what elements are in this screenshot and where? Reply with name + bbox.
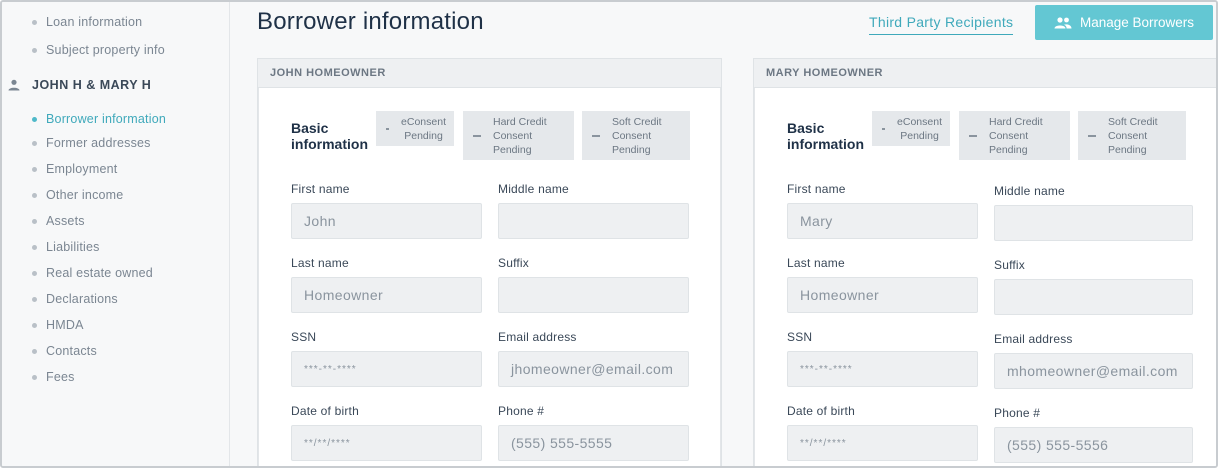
sidebar-item-assets[interactable] [32,214,85,228]
sidebar-item-label: Borrower information [46,112,167,126]
sidebar-item-loan-information[interactable] [32,15,142,29]
sidebar-item-label: Loan information [46,15,143,29]
suffix-label: Suffix [498,256,529,270]
ssn-label: SSN [291,330,317,344]
first-name-field[interactable]: Mary [787,203,978,239]
sidebar-item-label: Assets [46,214,85,228]
sidebar-item-label: Contacts [46,344,97,358]
dash-icon [882,128,885,130]
soft-credit-status-badge [1078,111,1186,160]
phone-field[interactable]: (555) 555-5555 [498,425,689,461]
sidebar-item-other-income[interactable] [32,188,123,202]
sidebar-item-liabilities[interactable] [32,240,100,254]
dob-field[interactable]: **/**/**** [291,425,482,461]
last-name-field[interactable]: Homeowner [787,277,978,313]
bullet-icon [32,219,37,224]
email-field[interactable]: mhomeowner@email.com [994,353,1193,389]
bullet-icon [32,323,37,328]
section-title: Basic information [787,120,864,152]
dash-icon [592,135,600,137]
last-name-label: Last name [291,256,349,270]
sidebar-item-borrower-information[interactable] [32,112,166,126]
sidebar-item-hmda[interactable] [32,318,84,332]
phone-field[interactable]: (555) 555-5556 [994,427,1193,463]
bullet-icon [32,48,37,53]
email-label: Email address [994,332,1073,346]
dob-label: Date of birth [291,404,359,418]
hard-credit-status-badge [463,111,574,160]
email-label: Email address [498,330,577,344]
suffix-field[interactable] [994,279,1193,315]
sidebar-item-real-estate-owned[interactable] [32,266,153,280]
ssn-field[interactable]: ***-**-**** [291,351,482,387]
badge-label: Soft Credit Consent Pending [1108,116,1158,156]
ssn-field[interactable]: ***-**-**** [787,351,978,387]
sidebar-item-label: HMDA [46,318,84,332]
dash-icon [386,128,389,130]
first-name-label: First name [787,182,846,196]
sidebar-item-label: Employment [46,162,118,176]
econsent-status-badge [872,111,950,146]
badge-label: Hard Credit Consent Pending [989,116,1043,156]
sidebar-item-contacts[interactable] [32,344,97,358]
phone-label: Phone # [994,406,1041,420]
bullet-icon [32,117,37,122]
phone-label: Phone # [498,404,545,418]
dash-icon [473,135,481,137]
bullet-icon [32,375,37,380]
borrower-card [257,58,722,468]
people-icon [1054,17,1072,29]
section-title: Basic information [291,120,368,152]
badge-label: Hard Credit Consent Pending [493,116,547,156]
card-header: MARY HOMEOWNER [754,59,1217,88]
econsent-status-badge [376,111,454,146]
first-name-field[interactable]: John [291,203,482,239]
card-header: JOHN HOMEOWNER [258,59,721,88]
sidebar-item-label: Liabilities [46,240,100,254]
email-field[interactable]: jhomeowner@email.com [498,351,689,387]
manage-borrowers-button[interactable] [1035,5,1213,40]
sidebar-item-label: Former addresses [46,136,151,150]
sidebar-item-fees[interactable] [32,370,75,384]
badge-label: Soft Credit Consent Pending [612,116,662,156]
sidebar-item-label: Fees [46,370,75,384]
sidebar-item-former-addresses[interactable] [32,136,151,150]
suffix-field[interactable] [498,277,689,313]
bullet-icon [32,297,37,302]
middle-name-label: Middle name [498,182,569,196]
bullet-icon [32,20,37,25]
sidebar-item-employment[interactable] [32,162,117,176]
manage-borrowers-label: Manage Borrowers [1079,15,1195,30]
bullet-icon [32,193,37,198]
sidebar-item-label: Subject property info [46,43,165,57]
bullet-icon [32,167,37,172]
third-party-recipients-link[interactable]: Third Party Recipients [869,14,1013,35]
sidebar-item-declarations[interactable] [32,292,118,306]
middle-name-field[interactable] [994,205,1193,241]
badge-label: eConsent Pending [897,116,942,142]
hard-credit-status-badge [959,111,1070,160]
person-icon [8,79,20,91]
card-body [258,88,721,468]
dob-label: Date of birth [787,404,855,418]
sidebar-item-label: Declarations [46,292,118,306]
ssn-label: SSN [787,330,813,344]
middle-name-label: Middle name [994,184,1065,198]
bullet-icon [32,245,37,250]
last-name-field[interactable]: Homeowner [291,277,482,313]
borrower-card [753,58,1218,468]
sidebar [2,2,230,468]
dash-icon [1088,135,1096,137]
page-title: Borrower information [257,8,484,35]
first-name-label: First name [291,182,350,196]
bullet-icon [32,349,37,354]
sidebar-item-label: Other income [46,188,124,202]
dash-icon [969,135,977,137]
soft-credit-status-badge [582,111,690,160]
last-name-label: Last name [787,256,845,270]
sidebar-item-subject-property[interactable] [32,43,165,57]
bullet-icon [32,271,37,276]
borrower-group-label: JOHN H & MARY H [32,78,152,92]
card-body [754,88,1217,468]
badge-label: eConsent Pending [401,116,446,142]
main-content [231,2,1216,466]
sidebar-item-label: Real estate owned [46,266,153,280]
dob-field[interactable]: **/**/**** [787,425,978,461]
middle-name-field[interactable] [498,203,689,239]
bullet-icon [32,141,37,146]
borrower-group-heading[interactable] [8,78,151,92]
suffix-label: Suffix [994,258,1025,272]
